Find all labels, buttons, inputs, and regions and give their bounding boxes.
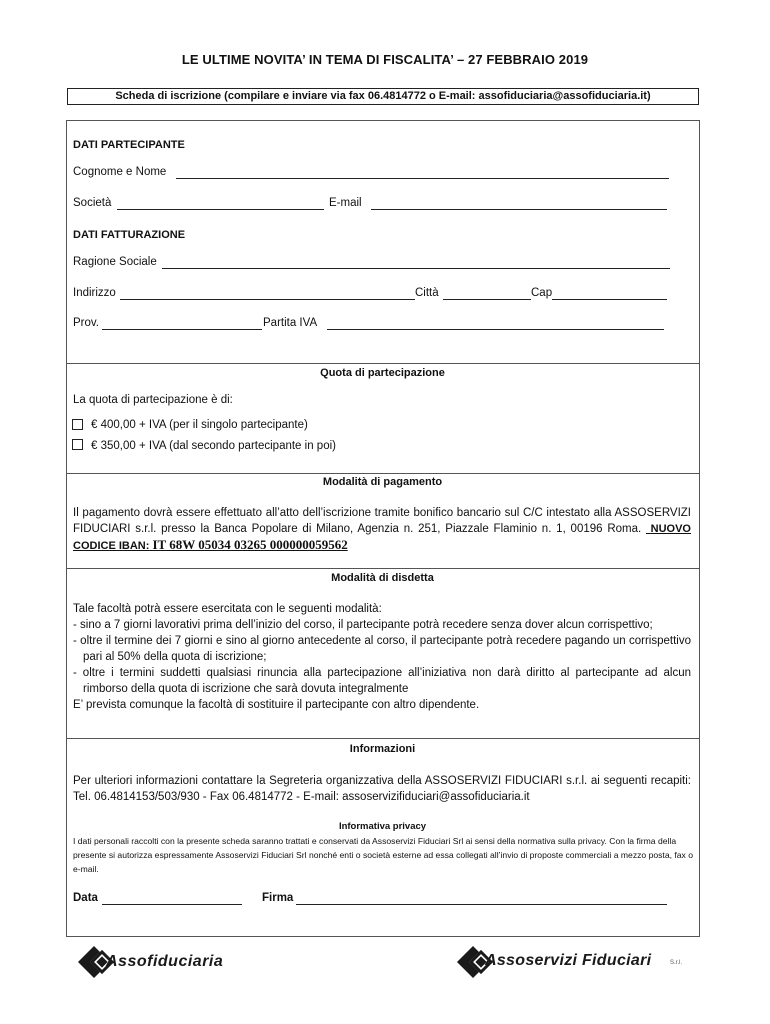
assoservizi-logo (455, 944, 695, 980)
privacy-text: I dati personali raccolti con la presente scheda saranno trattati e conservati da Assoservizi Fiduciari Srl ai sensi della normativa sulla privacy. Con la firma della presente si autorizza espressamente Assoservizi Fiduciari Srl nonché enti o società esterne ad essa collegati all’invio di proposte commerciali a mezzo posta, fax o e-mail. (73, 836, 694, 874)
partita-iva-label: Partita IVA (263, 317, 318, 329)
firma-label: Firma (262, 892, 294, 904)
logo-left-text: Assofiduciaria (106, 953, 224, 970)
logo-right-text: Assoservizi Fiduciari (485, 952, 652, 969)
divider (66, 363, 699, 364)
citta-field[interactable] (443, 299, 531, 300)
registration-header: Scheda di iscrizione (compilare e inviare via fax 06.4814772 o E-mail: assofiduciaria@assofiduciaria.it) (67, 88, 699, 105)
quota-option-2-checkbox[interactable] (72, 439, 83, 450)
email-field[interactable] (371, 209, 667, 210)
cognome-nome-label: Cognome e Nome (73, 166, 167, 178)
disdetta-note: E’ prevista comunque la facoltà di sostituire il partecipante con altro dipendente. (73, 699, 480, 711)
cap-field[interactable] (552, 299, 667, 300)
informazioni-heading: Informazioni (349, 743, 416, 755)
disdetta-item-3: - oltre i termini suddetti qualsiasi rinuncia alla partecipazione all’iniziativa non darà diritto al partecipante ad alcun rimborso della quota di iscrizione che sarà dovuta integralmente (73, 667, 691, 695)
ragione-sociale-field[interactable] (162, 268, 670, 269)
disdetta-text (73, 601, 691, 713)
data-label: Data (73, 892, 98, 904)
quota-heading: Quota di partecipazione (320, 367, 445, 379)
divider (66, 738, 699, 739)
pagamento-body: Il pagamento dovrà essere effettuato all’atto dell’iscrizione tramite bonifico bancario sul C/C intestato alla ASSOSERVIZI FIDUCIARI s.r.l. presso la Banca Popolare di Milano, Agenzia n. 251, Piazzale Flaminio n. 1, 00196 Roma. (73, 507, 691, 535)
prov-field[interactable] (102, 329, 262, 330)
ragione-sociale-label: Ragione Sociale (73, 256, 157, 268)
quota-option-2-label: € 350,00 + IVA (dal secondo partecipante in poi) (91, 440, 336, 452)
partita-iva-field[interactable] (327, 329, 664, 330)
page-title: LE ULTIME NOVITA’ IN TEMA DI FISCALITA’ – 27 FEBBRAIO 2019 (181, 52, 589, 67)
logo-right-suffix: S.r.l. (670, 960, 683, 966)
iban-label-text: NUOVO CODICE IBAN: (73, 523, 691, 552)
email-label: E-mail (329, 197, 362, 209)
prov-label: Prov. (73, 317, 99, 329)
indirizzo-field[interactable] (120, 299, 415, 300)
disdetta-item-2: - oltre il termine dei 7 giorni e sino al giorno antecedente al corso, il partecipante potrà recedere pagando un corrispettivo pari al 50% della quota di iscrizione; (73, 635, 691, 663)
cap-label: Cap (531, 287, 553, 299)
privacy-heading: Informativa privacy (338, 821, 427, 832)
assofiduciaria-logo (76, 944, 266, 980)
firma-field[interactable] (296, 904, 667, 905)
disdetta-intro: Tale facoltà potrà essere esercitata con le seguenti modalità: (73, 603, 382, 615)
disdetta-heading: Modalità di disdetta (331, 572, 434, 584)
pagamento-heading: Modalità di pagamento (322, 476, 443, 488)
cognome-nome-field[interactable] (176, 178, 669, 179)
disdetta-item-1: - sino a 7 giorni lavorativi prima dell’inizio del corso, il partecipante potrà recedere senza dover alcun corrispettivo; (73, 619, 653, 631)
data-field[interactable] (102, 904, 242, 905)
informazioni-text: Per ulteriori informazioni contattare la Segreteria organizzativa della ASSOSERVIZI FIDUCIARI s.r.l. ai seguenti recapiti: Tel. 06.4814153/503/930 - Fax 06.4814772 - E-mail: assoservizifiduciari@assofiduciaria.it (73, 775, 691, 803)
billing-heading: DATI FATTURAZIONE (73, 229, 186, 241)
societa-field[interactable] (117, 209, 324, 210)
societa-label: Società (73, 197, 112, 209)
quota-option-1-checkbox[interactable] (72, 419, 83, 430)
pagamento-text (73, 505, 691, 554)
quota-option-1-label: € 400,00 + IVA (per il singolo partecipante) (91, 419, 308, 431)
divider (66, 568, 699, 569)
citta-label: Città (415, 287, 439, 299)
iban-value: IT 68W 05034 03265 000000059562 (152, 537, 348, 552)
divider (66, 473, 699, 474)
indirizzo-label: Indirizzo (73, 287, 116, 299)
quota-intro: La quota di partecipazione è di: (73, 394, 233, 406)
participant-heading: DATI PARTECIPANTE (73, 139, 185, 151)
